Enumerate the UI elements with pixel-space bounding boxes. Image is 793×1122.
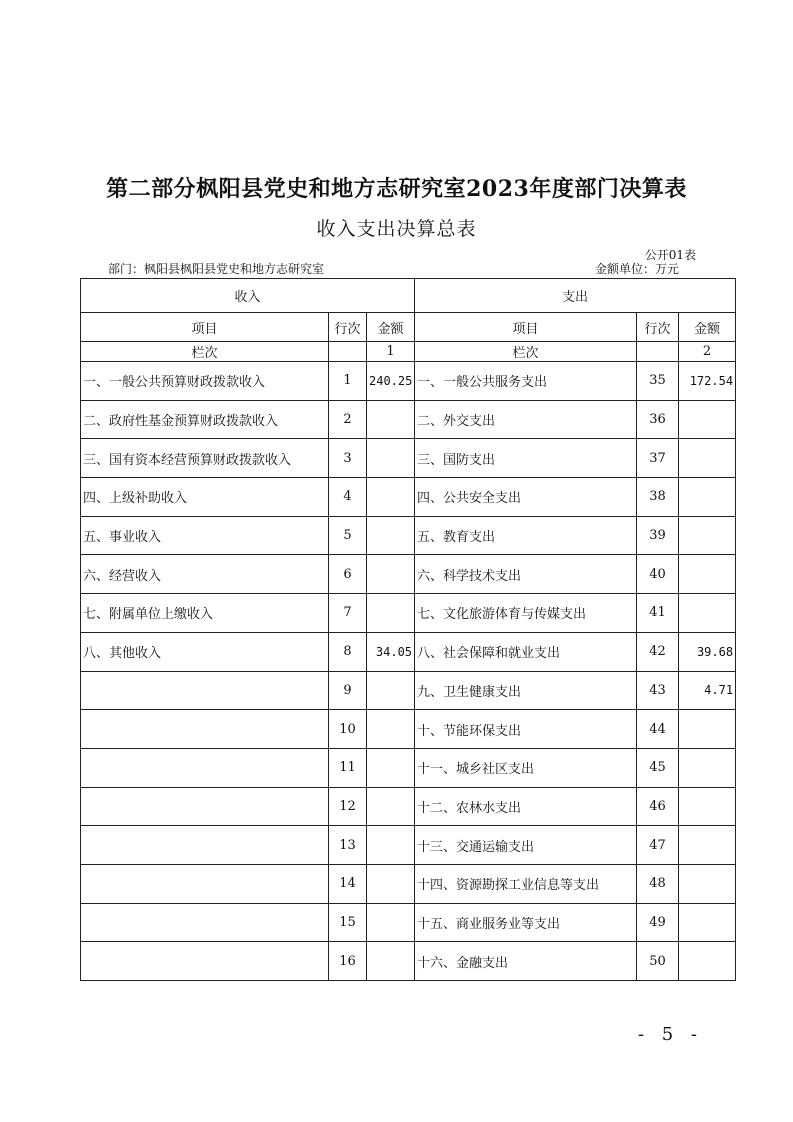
- expense-amount-cell: [679, 555, 736, 594]
- income-item-cell: 一、一般公共预算财政拨款收入: [81, 362, 329, 401]
- lanci-left-line: [329, 342, 367, 362]
- expense-item-cell: 十一、城乡社区支出: [415, 748, 637, 787]
- table-row: [81, 439, 736, 478]
- income-item-cell: 七、附属单位上缴收入: [81, 594, 329, 633]
- income-amount-cell: [367, 864, 415, 903]
- income-item-cell: [81, 864, 329, 903]
- income-line-cell: 13: [329, 826, 367, 865]
- income-amount-cell: [367, 903, 415, 942]
- income-line-cell: 15: [329, 903, 367, 942]
- expense-item-cell: 八、社会保障和就业支出: [415, 632, 637, 671]
- expense-item-cell: 二、外交支出: [415, 400, 637, 439]
- expense-item-cell: 三、国防支出: [415, 439, 637, 478]
- income-amount-cell: 34.05: [367, 632, 415, 671]
- income-line-cell: 5: [329, 516, 367, 555]
- expense-amount-cell: [679, 864, 736, 903]
- expense-item-cell: 六、科学技术支出: [415, 555, 637, 594]
- lanci-left-label: 栏次: [81, 342, 329, 362]
- table-row: [81, 903, 736, 942]
- lanci-right-number: 2: [679, 342, 736, 362]
- expense-line-cell: 41: [637, 594, 679, 633]
- amount-unit-label: 金额单位：万元: [595, 262, 680, 276]
- expense-amount-cell: [679, 516, 736, 555]
- expense-item-cell: 十三、交通运输支出: [415, 826, 637, 865]
- expense-line-cell: 45: [637, 748, 679, 787]
- table-row: [81, 516, 736, 555]
- income-amount-cell: [367, 748, 415, 787]
- income-amount-cell: [367, 439, 415, 478]
- table-row: [81, 787, 736, 826]
- income-line-cell: 1: [329, 362, 367, 401]
- income-amount-cell: [367, 516, 415, 555]
- income-line-cell: 9: [329, 671, 367, 710]
- expense-item-cell: 七、文化旅游体育与传媒支出: [415, 594, 637, 633]
- expense-line-cell: 50: [637, 942, 679, 981]
- income-amount-cell: [367, 826, 415, 865]
- table-row: [81, 362, 736, 401]
- column-number-row: [81, 342, 736, 362]
- income-item-cell: [81, 710, 329, 749]
- income-header: 收入: [81, 279, 415, 313]
- expense-line-cell: 39: [637, 516, 679, 555]
- table-row: [81, 864, 736, 903]
- expense-line-cell: 38: [637, 478, 679, 517]
- expense-amount-cell: [679, 439, 736, 478]
- lanci-right-line: [637, 342, 679, 362]
- expense-amount-cell: [679, 903, 736, 942]
- section-header-row: [81, 279, 736, 313]
- expense-amount-cell: [679, 748, 736, 787]
- expense-item-cell: 十二、农林水支出: [415, 787, 637, 826]
- expense-line-cell: 46: [637, 787, 679, 826]
- income-line-cell: 10: [329, 710, 367, 749]
- form-number: 公开01表: [644, 248, 696, 262]
- table-row: [81, 826, 736, 865]
- table-row: [81, 400, 736, 439]
- income-item-cell: [81, 826, 329, 865]
- expense-amount-cell: [679, 826, 736, 865]
- income-item-cell: 八、其他收入: [81, 632, 329, 671]
- income-item-cell: 五、事业收入: [81, 516, 329, 555]
- income-amount-cell: [367, 478, 415, 517]
- col-header-income-amount: 金额: [367, 313, 415, 342]
- table-row: [81, 594, 736, 633]
- income-line-cell: 16: [329, 942, 367, 981]
- expense-line-cell: 35: [637, 362, 679, 401]
- income-amount-cell: [367, 400, 415, 439]
- income-amount-cell: [367, 555, 415, 594]
- income-amount-cell: [367, 710, 415, 749]
- expense-line-cell: 36: [637, 400, 679, 439]
- income-amount-cell: [367, 787, 415, 826]
- income-item-cell: 六、经营收入: [81, 555, 329, 594]
- expense-amount-cell: [679, 787, 736, 826]
- income-item-cell: 二、政府性基金预算财政拨款收入: [81, 400, 329, 439]
- table-row: [81, 671, 736, 710]
- table-row: [81, 555, 736, 594]
- income-amount-cell: 240.25: [367, 362, 415, 401]
- col-header-income-line: 行次: [329, 313, 367, 342]
- expense-header: 支出: [415, 279, 736, 313]
- expense-item-cell: 四、公共安全支出: [415, 478, 637, 517]
- expense-amount-cell: 39.68: [679, 632, 736, 671]
- expense-line-cell: 48: [637, 864, 679, 903]
- income-item-cell: [81, 787, 329, 826]
- income-line-cell: 4: [329, 478, 367, 517]
- expense-amount-cell: [679, 400, 736, 439]
- expense-line-cell: 49: [637, 903, 679, 942]
- table-row: [81, 710, 736, 749]
- income-item-cell: [81, 942, 329, 981]
- expense-line-cell: 37: [637, 439, 679, 478]
- col-header-income-item: 项目: [81, 313, 329, 342]
- expense-amount-cell: 4.71: [679, 671, 736, 710]
- expense-item-cell: 十五、商业服务业等支出: [415, 903, 637, 942]
- income-item-cell: [81, 903, 329, 942]
- expense-amount-cell: [679, 594, 736, 633]
- income-item-cell: [81, 671, 329, 710]
- income-line-cell: 8: [329, 632, 367, 671]
- expense-line-cell: 40: [637, 555, 679, 594]
- lanci-right-label: 栏次: [415, 342, 637, 362]
- income-line-cell: 6: [329, 555, 367, 594]
- income-line-cell: 3: [329, 439, 367, 478]
- income-line-cell: 12: [329, 787, 367, 826]
- expense-item-cell: 五、教育支出: [415, 516, 637, 555]
- expense-line-cell: 44: [637, 710, 679, 749]
- income-line-cell: 14: [329, 864, 367, 903]
- income-line-cell: 7: [329, 594, 367, 633]
- col-header-expense-line: 行次: [637, 313, 679, 342]
- income-item-cell: 四、上级补助收入: [81, 478, 329, 517]
- table-row: [81, 478, 736, 517]
- department-label: 部门：枫阳县枫阳县党史和地方志研究室: [108, 262, 325, 276]
- expense-amount-cell: [679, 710, 736, 749]
- expense-item-cell: 一、一般公共服务支出: [415, 362, 637, 401]
- table-row: [81, 748, 736, 787]
- expense-item-cell: 十、节能环保支出: [415, 710, 637, 749]
- expense-amount-cell: [679, 942, 736, 981]
- expense-item-cell: 九、卫生健康支出: [415, 671, 637, 710]
- expense-line-cell: 47: [637, 826, 679, 865]
- page-subtitle: 收入支出决算总表: [316, 218, 477, 240]
- column-header-row: [81, 313, 736, 342]
- income-line-cell: 2: [329, 400, 367, 439]
- income-expense-table: [80, 278, 736, 981]
- income-item-cell: [81, 748, 329, 787]
- table-row: [81, 632, 736, 671]
- col-header-expense-item: 项目: [415, 313, 637, 342]
- expense-amount-cell: [679, 478, 736, 517]
- income-amount-cell: [367, 671, 415, 710]
- page-title: 第二部分枫阳县党史和地方志研究室2023年度部门决算表: [106, 176, 687, 202]
- expense-amount-cell: 172.54: [679, 362, 736, 401]
- income-item-cell: 三、国有资本经营预算财政拨款收入: [81, 439, 329, 478]
- expense-line-cell: 43: [637, 671, 679, 710]
- expense-item-cell: 十四、资源勘探工业信息等支出: [415, 864, 637, 903]
- expense-line-cell: 42: [637, 632, 679, 671]
- income-amount-cell: [367, 942, 415, 981]
- lanci-left-number: 1: [367, 342, 415, 362]
- page-number: - 5 -: [637, 1024, 703, 1045]
- income-line-cell: 11: [329, 748, 367, 787]
- expense-item-cell: 十六、金融支出: [415, 942, 637, 981]
- income-amount-cell: [367, 594, 415, 633]
- table-row: [81, 942, 736, 981]
- col-header-expense-amount: 金额: [679, 313, 736, 342]
